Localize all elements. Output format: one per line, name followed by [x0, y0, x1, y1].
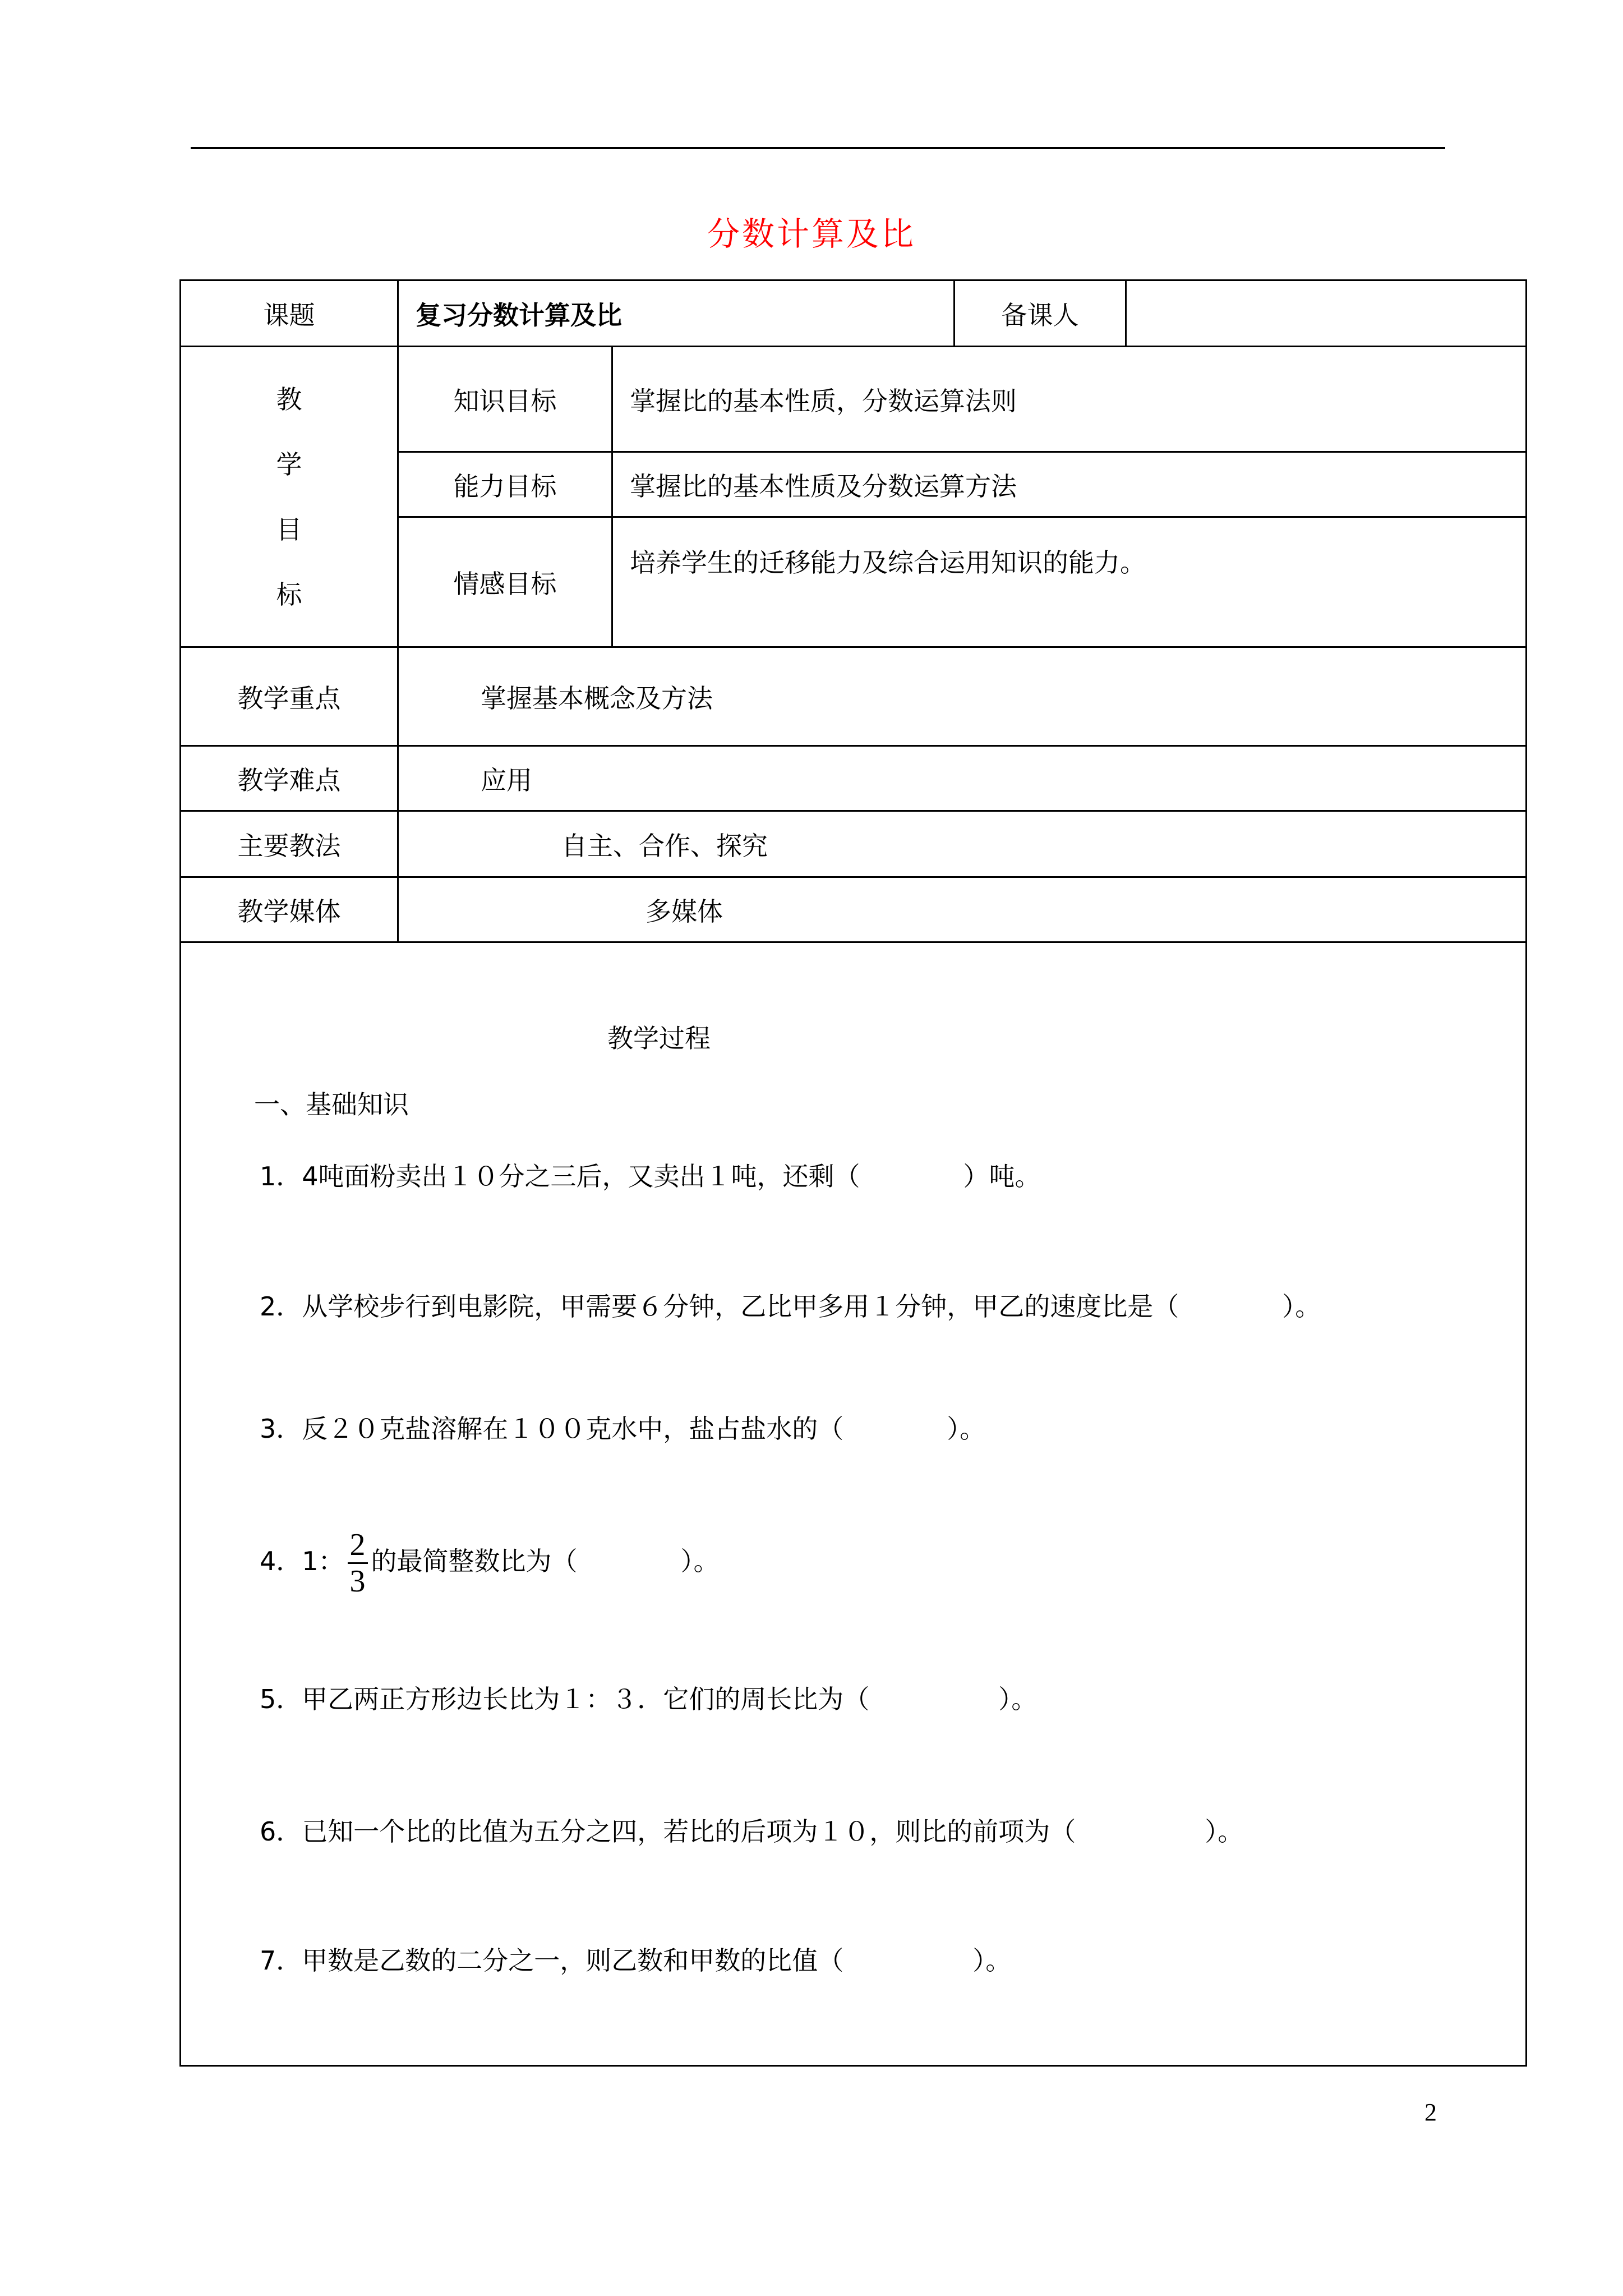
objective-value: 掌握比的基本性质，分数运算法则 — [612, 347, 1527, 452]
lesson-plan-table — [179, 279, 1527, 2067]
fraction-numerator: 2 — [348, 1527, 368, 1564]
objectives-label — [181, 347, 398, 647]
preparer-label: 备课人 — [955, 280, 1126, 347]
question-4 — [260, 1527, 720, 1599]
info-label: 教学重点 — [181, 647, 398, 746]
info-row-method — [181, 811, 1527, 877]
objective-label: 能力目标 — [398, 452, 612, 517]
page-number: 2 — [1424, 2099, 1437, 2126]
question-2: 2．从学校步行到电影院，甲需要６分钟，乙比甲多用１分钟，甲乙的速度比是（ ）。 — [260, 1291, 1321, 1322]
process-title: 教学过程 — [607, 1023, 711, 1053]
info-value: 自主、合作、探究 — [398, 811, 1527, 877]
topic-value: 复习分数计算及比 — [398, 280, 955, 347]
objective-label: 知识目标 — [398, 347, 612, 452]
topic-label: 课题 — [181, 280, 398, 347]
question-4-prefix: 4．1： — [260, 1546, 344, 1576]
info-value: 多媒体 — [398, 877, 1527, 942]
info-label: 主要教法 — [181, 811, 398, 877]
process-cell — [181, 942, 1527, 2066]
question-7: 7．甲数是乙数的二分之一，则乙数和甲数的比值（ ）。 — [260, 1945, 1012, 1976]
objective-value: 掌握比的基本性质及分数运算方法 — [612, 452, 1527, 517]
info-label: 教学难点 — [181, 746, 398, 811]
info-row-difficulty — [181, 746, 1527, 811]
topic-row — [181, 280, 1527, 347]
objectives-label-char: 标 — [276, 579, 302, 610]
objectives-label-char: 目 — [276, 514, 302, 545]
objectives-label-char: 教 — [276, 384, 302, 415]
info-value: 应用 — [398, 746, 1527, 811]
objective-label: 情感目标 — [398, 517, 612, 647]
page-title: 分数计算及比 — [707, 215, 916, 253]
objective-row-knowledge — [181, 347, 1527, 452]
info-value: 掌握基本概念及方法 — [398, 647, 1527, 746]
header-rule — [191, 147, 1445, 149]
question-3: 3．反２０克盐溶解在１００克水中，盐占盐水的（ ）。 — [260, 1414, 986, 1444]
question-6: 6．已知一个比的比值为五分之四，若比的后项为１０，则比的前项为（ ）。 — [260, 1816, 1244, 1847]
objectives-label-char: 学 — [276, 449, 302, 480]
section-title: 一、基础知识 — [254, 1089, 409, 1120]
process-row — [181, 942, 1527, 2066]
question-1: 1．4吨面粉卖出１０分之三后，又卖出１吨，还剩（ ）吨。 — [260, 1161, 1041, 1191]
fraction-denominator: 3 — [349, 1564, 366, 1599]
objective-value: 培养学生的迁移能力及综合运用知识的能力。 — [612, 517, 1527, 647]
preparer-value — [1126, 280, 1527, 347]
info-row-focus — [181, 647, 1527, 746]
info-row-media — [181, 877, 1527, 942]
fraction — [348, 1527, 368, 1599]
question-5: 5．甲乙两正方形边长比为１：３．它们的周长比为（ ）。 — [260, 1684, 1038, 1714]
info-label: 教学媒体 — [181, 877, 398, 942]
question-4-suffix: 的最简整数比为（ ）。 — [371, 1546, 720, 1576]
